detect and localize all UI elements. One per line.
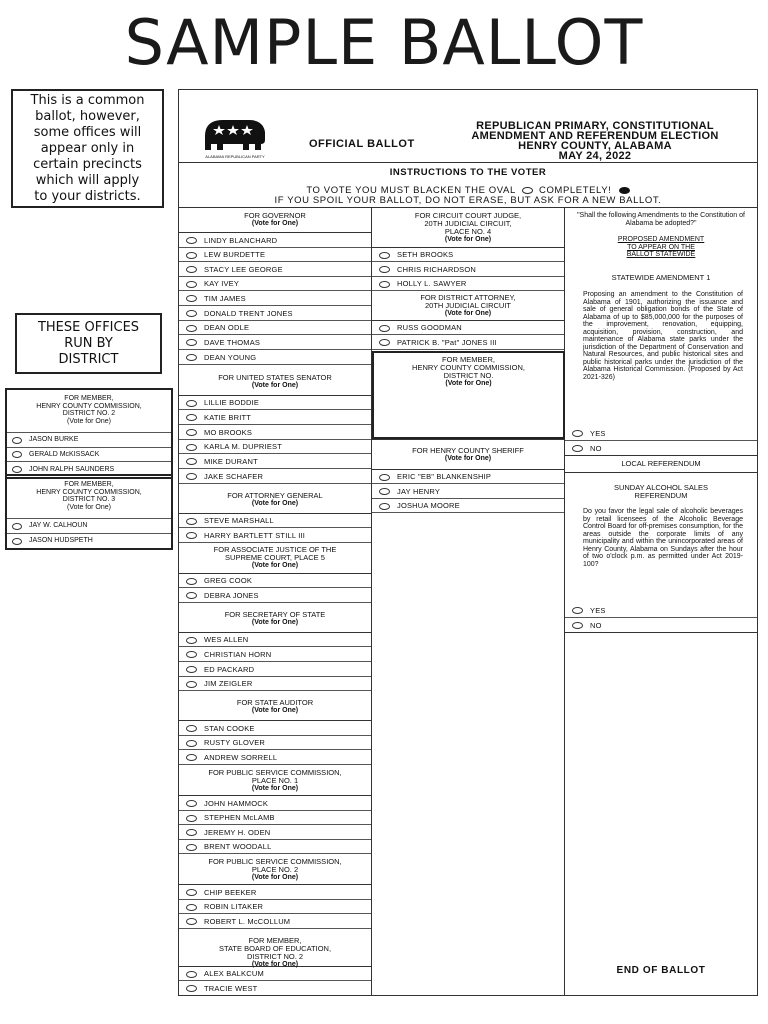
candidate-oval-row[interactable]: RUSTY GLOVER — [179, 736, 371, 750]
candidate-oval-row[interactable]: MIKE DURANT — [179, 454, 371, 469]
svg-text:ALABAMA REPUBLICAN PARTY: ALABAMA REPUBLICAN PARTY — [205, 154, 265, 159]
candidate-oval-row[interactable]: KARLA M. DUPRIEST — [179, 440, 371, 454]
empty-oval-icon — [522, 187, 533, 194]
ballot-column-2 — [372, 208, 565, 995]
amendment-question: "Shall the following Amendments to the Constitution of Alabama be adopted?" — [577, 212, 745, 227]
candidate-oval-row[interactable]: SETH BROOKS — [372, 248, 564, 262]
filled-oval-icon — [619, 187, 630, 194]
candidate-oval-row[interactable]: KAY IVEY — [179, 277, 371, 291]
district-2-box — [5, 388, 173, 479]
office-header: FOR PUBLIC SERVICE COMMISSION, PLACE NO. 2 (Vote for One) — [179, 854, 371, 885]
candidate-oval-row[interactable]: GREG COOK — [179, 574, 371, 588]
official-ballot-label: OFFICIAL BALLOT — [309, 138, 415, 150]
candidate-oval-row[interactable]: ALEX BALKCUM — [179, 967, 371, 981]
candidate-oval-row[interactable]: CHIP BEEKER — [179, 885, 371, 900]
candidate-oval-row[interactable]: LEW BURDETTE — [179, 248, 371, 262]
page-title: SAMPLE BALLOT — [124, 6, 644, 79]
candidate-oval-row[interactable]: STACY LEE GEORGE — [179, 262, 371, 277]
local-referendum-label: LOCAL REFERENDUM — [621, 459, 701, 468]
candidate-oval-row[interactable]: ED PACKARD — [179, 662, 371, 677]
candidate-oval-row[interactable]: HARRY BARTLETT STILL III — [179, 528, 371, 543]
yes-oval-row[interactable]: YES — [565, 603, 757, 618]
ballot-column-1 — [179, 208, 372, 995]
candidate-oval-row[interactable]: ERIC "EB" BLANKENSHIP — [372, 470, 564, 484]
amendment-title: STATEWIDE AMENDMENT 1 — [611, 273, 711, 282]
candidate-oval-row[interactable]: STEPHEN McLAMB — [179, 811, 371, 825]
ballot-column-3 — [565, 208, 757, 995]
no-oval-row[interactable]: NO — [565, 618, 757, 633]
candidate-oval-row[interactable]: BRENT WOODALL — [179, 840, 371, 854]
election-title: REPUBLICAN PRIMARY, CONSTITUTIONAL AMENDMENT AND REFERENDUM ELECTION HENRY COUNTY, ALABAMA MAY 24, 2022 — [471, 120, 719, 162]
district-commission-box: FOR MEMBER, HENRY COUNTY COMMISSION, DISTRICT NO. (Vote for One) — [372, 351, 565, 439]
elephant-logo-icon — [199, 114, 271, 160]
candidate-oval-row[interactable]: STEVE MARSHALL — [179, 514, 371, 528]
proposed-amendment-heading: PROPOSED AMENDMENT TO APPEAR ON THE BALLOT STATEWIDE — [617, 236, 705, 258]
candidate-oval-row[interactable]: DONALD TRENT JONES — [179, 306, 371, 321]
candidate-oval-row[interactable]: TIM JAMES — [179, 291, 371, 306]
common-ballot-note: This is a common ballot, however, some offices will appear only in certain precincts which will apply to your districts. — [11, 89, 164, 208]
office-header: FOR PUBLIC SERVICE COMMISSION, PLACE NO. 1 (Vote for One) — [179, 765, 371, 796]
candidate-oval-row[interactable]: KATIE BRITT — [179, 410, 371, 425]
district-3-box — [5, 474, 173, 550]
candidate-oval-row[interactable]: LINDY BLANCHARD — [179, 233, 371, 248]
district-offices-note: THESE OFFICES RUN BY DISTRICT — [15, 313, 162, 374]
candidate-oval-row[interactable]: CHRISTIAN HORN — [179, 647, 371, 662]
candidate-oval-row[interactable]: JOSHUA MOORE — [372, 499, 564, 513]
office-header: FOR HENRY COUNTY SHERIFF (Vote for One) — [372, 439, 564, 470]
office-header: FOR MEMBER, STATE BOARD OF EDUCATION, DISTRICT NO. 2 (Vote for One) — [179, 929, 371, 967]
candidate-oval-row[interactable]: GERALD McKISSACK — [7, 448, 171, 463]
office-header: FOR ASSOCIATE JUSTICE OF THE SUPREME COURT, PLACE 5 (Vote for One) — [179, 543, 371, 574]
candidate-oval-row[interactable]: DEAN YOUNG — [179, 350, 371, 365]
end-of-ballot: END OF BALLOT — [616, 965, 706, 976]
candidate-oval-row[interactable]: RUSS GOODMAN — [372, 321, 564, 335]
candidate-oval-row[interactable]: JASON BURKE — [7, 433, 171, 448]
candidate-oval-row[interactable]: DEBRA JONES — [179, 588, 371, 603]
candidate-oval-row[interactable]: ROBIN LITAKER — [179, 900, 371, 914]
office-header: FOR DISTRICT ATTORNEY, 20TH JUDICIAL CIRCUIT (Vote for One) — [372, 291, 564, 321]
candidate-oval-row[interactable]: JAY HENRY — [372, 484, 564, 499]
office-header: FOR ATTORNEY GENERAL (Vote for One) — [179, 484, 371, 514]
yes-oval-row[interactable]: YES — [565, 426, 757, 441]
candidate-oval-row[interactable]: PATRICK B. "Pat" JONES III — [372, 335, 564, 350]
district-2-header: FOR MEMBER, HENRY COUNTY COMMISSION, DISTRICT NO. 2 (Vote for One) — [7, 390, 171, 433]
candidate-oval-row[interactable]: ANDREW SORRELL — [179, 750, 371, 765]
candidate-oval-row[interactable]: MO BROOKS — [179, 425, 371, 440]
office-header: FOR CIRCUIT COURT JUDGE, 20TH JUDICIAL CIRCUIT, PLACE NO. 4 (Vote for One) — [372, 208, 564, 248]
candidate-oval-row[interactable]: JASON HUDSPETH — [7, 534, 171, 549]
office-header: FOR GOVERNOR (Vote for One) — [179, 208, 371, 233]
ballot-header — [179, 90, 757, 163]
candidate-oval-row[interactable]: TRACIE WEST — [179, 981, 371, 995]
sunday-sales-text: Do you favor the legal sale of alcoholic beverages by retail licensees of the Alcoholic Beverage Control Board for off-premises consumption, for the areas outside the corporate limits of any municipality and within the unincorporated areas of Henry County, Alabama on Sundays after the hour of two o'clock p.m. as permitted under Act 2019-100? — [583, 508, 743, 568]
candidate-oval-row[interactable]: DEAN ODLE — [179, 321, 371, 335]
divider — [565, 472, 757, 473]
candidate-oval-row[interactable]: JOHN RALPH SAUNDERS — [7, 462, 171, 477]
district-3-header: FOR MEMBER, HENRY COUNTY COMMISSION, DISTRICT NO. 3 (Vote for One) — [7, 476, 171, 519]
voter-instructions: INSTRUCTIONS TO THE VOTER TO VOTE YOU MUST BLACKEN THE OVAL COMPLETELY! IF YOU SPOIL YOUR BALLOT, DO NOT ERASE, BUT ASK FOR A NEW BALLOT. — [179, 163, 757, 208]
candidate-oval-row[interactable]: LILLIE BODDIE — [179, 396, 371, 410]
candidate-oval-row[interactable]: JEREMY H. ODEN — [179, 825, 371, 840]
ballot — [178, 89, 758, 996]
office-header: FOR SECRETARY OF STATE (Vote for One) — [179, 603, 371, 633]
no-oval-row[interactable]: NO — [565, 441, 757, 456]
candidate-oval-row[interactable]: CHRIS RICHARDSON — [372, 262, 564, 277]
candidate-oval-row[interactable]: ROBERT L. McCOLLUM — [179, 914, 371, 929]
candidate-oval-row[interactable]: JIM ZEIGLER — [179, 677, 371, 691]
amendment-text: Proposing an amendment to the Constitution of Alabama of 1901, authorizing the issuance and sale of general obligation bonds of the State of Alabama of up to $85,000,000 for the purposes of the improvement, renovation, equipping, acquisition, provision, construction, and maintenance of Alabama state parks under the jurisdiction of the Department of Conservation and Natural Resources, and public historical sites and public historical parks under the jurisdiction of the Alabama Historical Commission. (Proposed by Act 2021-326) — [583, 291, 743, 381]
candidate-oval-row[interactable]: DAVE THOMAS — [179, 335, 371, 350]
candidate-oval-row[interactable]: STAN COOKE — [179, 721, 371, 736]
candidate-oval-row[interactable]: HOLLY L. SAWYER — [372, 277, 564, 291]
candidate-oval-row[interactable]: JAKE SCHAFER — [179, 469, 371, 484]
candidate-oval-row[interactable]: JAY W. CALHOUN — [7, 519, 171, 534]
office-header: FOR UNITED STATES SENATOR (Vote for One) — [179, 365, 371, 396]
sunday-sales-title: SUNDAY ALCOHOL SALES REFERENDUM — [613, 483, 709, 500]
candidate-oval-row[interactable]: JOHN HAMMOCK — [179, 796, 371, 811]
candidate-oval-row[interactable]: WES ALLEN — [179, 633, 371, 647]
office-header: FOR STATE AUDITOR (Vote for One) — [179, 691, 371, 721]
